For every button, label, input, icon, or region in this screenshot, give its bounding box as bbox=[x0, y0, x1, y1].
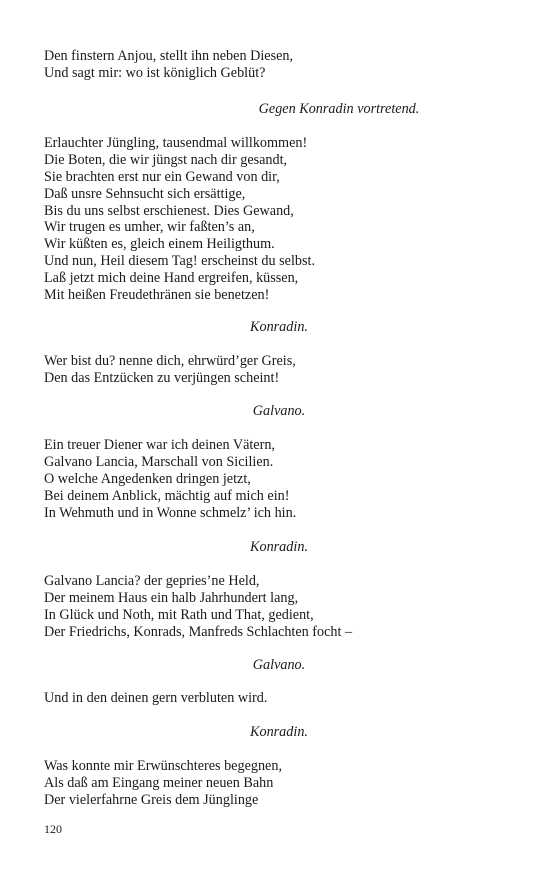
verse-line: Den finstern Anjou, stellt ihn neben Diesen, bbox=[44, 48, 294, 64]
verse-line: In Glück und Noth, mit Rath und That, gedient, bbox=[44, 606, 314, 623]
verse-line: Wir küßten es, gleich einem Heiligthum. bbox=[44, 236, 275, 253]
verse-line: Daß unsre Sehnsucht sich ersättige, bbox=[44, 185, 246, 202]
verse-line: Und nun, Heil diesem Tag! erscheinst du selbst. bbox=[44, 253, 316, 270]
verse-line: Und in den deinen gern verbluten wird. bbox=[44, 690, 268, 706]
verse-block-2 bbox=[44, 135, 514, 304]
verse-line: Bei deinem Anblick, mächtig auf mich ein! bbox=[44, 487, 290, 504]
speaker-label-konradin: Konradin. bbox=[250, 724, 308, 740]
verse-line: Den das Entzücken zu verjüngen scheint! bbox=[44, 369, 280, 386]
verse-line: Die Boten, die wir jüngst nach dir gesandt, bbox=[44, 151, 288, 168]
verse-line: Galvano Lancia, Marschall von Sicilien. bbox=[44, 453, 274, 470]
verse-line: Als daß am Eingang meiner neuen Bahn bbox=[44, 774, 274, 791]
verse-line: Der meinem Haus ein halb Jahrhundert lang, bbox=[44, 589, 299, 606]
verse-block-4 bbox=[44, 437, 514, 521]
verse-line: Galvano Lancia? der gepries’ne Held, bbox=[44, 573, 260, 589]
speaker-label-galvano: Galvano. bbox=[252, 403, 306, 419]
verse-block-3 bbox=[44, 353, 514, 387]
speaker-label-konradin: Konradin. bbox=[250, 319, 308, 335]
page-number: 120 bbox=[44, 822, 62, 836]
verse-line: Mit heißen Freudethränen sie benetzen! bbox=[44, 287, 270, 304]
verse-line: Der Friedrichs, Konrads, Manfreds Schlachten focht – bbox=[44, 623, 353, 640]
verse-line: Und sagt mir: wo ist königlich Geblüt? bbox=[44, 64, 266, 81]
verse-line: Sie brachten erst nur ein Gewand von dir, bbox=[44, 168, 280, 185]
verse-block-5 bbox=[44, 573, 514, 641]
verse-line: Laß jetzt mich deine Hand ergreifen, küssen, bbox=[44, 270, 299, 287]
stage-direction: Gegen Konradin vortretend. bbox=[258, 101, 420, 117]
verse-line: Bis du uns selbst erschienest. Dies Gewand, bbox=[44, 202, 294, 219]
verse-line: Erlauchter Jüngling, tausendmal willkommen! bbox=[44, 135, 308, 151]
verse-line: O welche Angedenken dringen jetzt, bbox=[44, 470, 251, 487]
verse-line: Wer bist du? nenne dich, ehrwürd’ger Greis, bbox=[44, 353, 296, 369]
speaker-label-konradin: Konradin. bbox=[250, 539, 308, 555]
verse-line: In Wehmuth und in Wonne schmelz’ ich hin. bbox=[44, 504, 297, 521]
verse-line: Wir trugen es umher, wir faßten’s an, bbox=[44, 219, 255, 236]
verse-block-6 bbox=[44, 690, 514, 707]
verse-line: Ein treuer Diener war ich deinen Vätern, bbox=[44, 437, 275, 453]
verse-line: Der vielerfahrne Greis dem Jünglinge bbox=[44, 791, 259, 808]
speaker-label-galvano: Galvano. bbox=[252, 657, 306, 673]
verse-block-1 bbox=[44, 48, 514, 82]
verse-line: Was konnte mir Erwünschteres begegnen, bbox=[44, 758, 282, 774]
verse-block-7 bbox=[44, 758, 514, 809]
